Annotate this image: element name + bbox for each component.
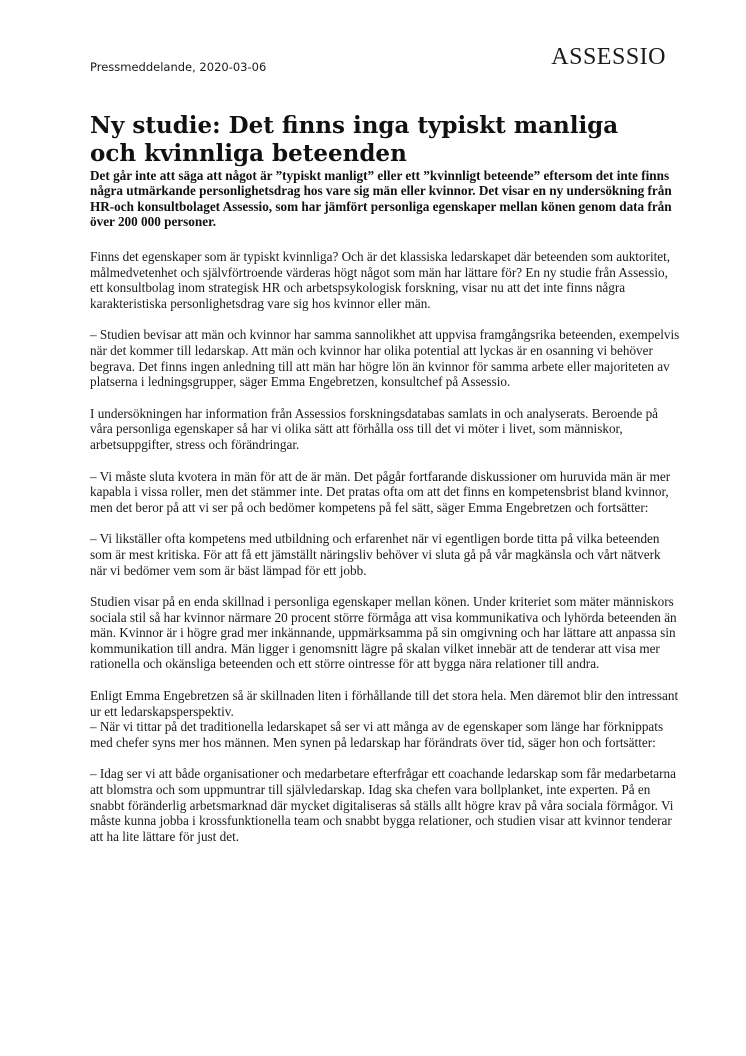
body-paragraph-8: – Idag ser vi att både organisationer och medarbetare efterfrågar ett coachande ledarskap som får medarbetarna att blomstra och som uppmuntrar till självledarskap. Idag ska chefen vara bollplanket, inte experten. På en snabbt föränderlig arbetsmarknad där mycket digitaliseras så ställs allt högre krav på våra sociala förmågor. Vi måste kunna jobba i krossfunktionella team och snabbt bygga relationer, och studien visar att kvinnor tenderar att ha lite lättare för just det. bbox=[90, 766, 676, 844]
article-title: Ny studie: Det finns inga typiskt manliga och kvinnliga beteenden bbox=[90, 112, 619, 167]
assessio-logo: ASSESSIO bbox=[551, 44, 666, 70]
body-paragraph-3: I undersökningen har information från Assessios forskningsdatabas samlats in och analyserats. Beroende på våra personliga egenskaper så har vi olika sätt att förhålla oss till det vi möter i livet, som människor, arbetsuppgifter, stress och förändringar. bbox=[90, 405, 659, 452]
article-lead: Det går inte att säga att något är ”typiskt manligt” eller ett ”kvinnligt beteende” eftersom det inte finns några utmärkande personlighetsdrag hos vare sig män eller kvinnor. Det visar en ny undersökning från HR-och konsultbolaget Assessio, som har jämfört personliga egenskaper mellan könen genom data från över 200 000 personer. bbox=[90, 168, 672, 230]
body-paragraph-5: – Vi likställer ofta kompetens med utbildning och erfarenhet när vi egentligen borde titta på vilka beteenden som är mest kritiska. För att få ett jämställt näringsliv behöver vi sluta gå på vår magkänsla och vårt nätverk när vi bedömer vem som är bäst lämpad för ett jobb. bbox=[90, 531, 661, 578]
body-paragraph-7: Enligt Emma Engebretzen så är skillnaden liten i förhållande till det stora hela. Men däremot blir den intressant ur ett ledarskapsperspektiv. – När vi tittar på det traditionella ledarskapet så ser vi att många av de egenskaper som länge har förknippats med chefer syns mer hos männen. Men synen på ledarskap har förändrats över tid, säger hon och fortsätter: bbox=[90, 688, 679, 750]
body-paragraph-2: – Studien bevisar att män och kvinnor har samma sannolikhet att uppvisa framgångsrika beteenden, exempelvis när det kommer till ledarskap. Att män och kvinnor har olika potential att lyckas är en osanning vi behöver begrava. Det finns ingen anledning till att män har högre lön än kvinnor för samma arbete eller majoriteten av platserna i ledningsgrupper, säger Emma Engebretzen, konsultchef på Assessio. bbox=[90, 327, 680, 390]
article-body bbox=[90, 249, 680, 860]
body-paragraph-1: Finns det egenskaper som är typiskt kvinnliga? Och är det klassiska ledarskapet där beteenden som auktoritet, målmedvetenhet och självförtroende värderas högt något som män har lättare för? En ny studie från Assessio, ett konsultbolag inom strategisk HR och arbetspsykologisk forskning, visar nu att det inte finns några karakteristiska personlighetsdrag vare sig hos kvinnor eller män. bbox=[90, 249, 671, 311]
press-release-date: Pressmeddelande, 2020-03-06 bbox=[90, 60, 267, 74]
body-paragraph-4: – Vi måste sluta kvotera in män för att de är män. Det pågår fortfarande diskussioner om huruvida män är mer kapabla i vissa roller, men det stämmer inte. Det pratas ofta om att det finns en kompetensbrist bland kvinnor, men det beror på att vi ser på och bedömer kompetens på fel sätt, säger Emma Engebretzen och fortsätter: bbox=[90, 468, 671, 515]
body-paragraph-6: Studien visar på en enda skillnad i personliga egenskaper mellan könen. Under kriteriet som mäter människors sociala stil så har kvinnor närmare 20 procent större förmåga att visa kommunikativa och lyhörda beteenden än män. Kvinnor är i högre grad mer inkännande, uppmärksamma på sin omgivning och har lättare att anpassa sin kommunikation till andra. Män ligger i genomsnitt lägre på skalan vilket innebär att de tenderar att visa mer rationella och okänsliga beteenden och ett större ointresse för att bygga nära relationer till andra. bbox=[90, 594, 677, 672]
